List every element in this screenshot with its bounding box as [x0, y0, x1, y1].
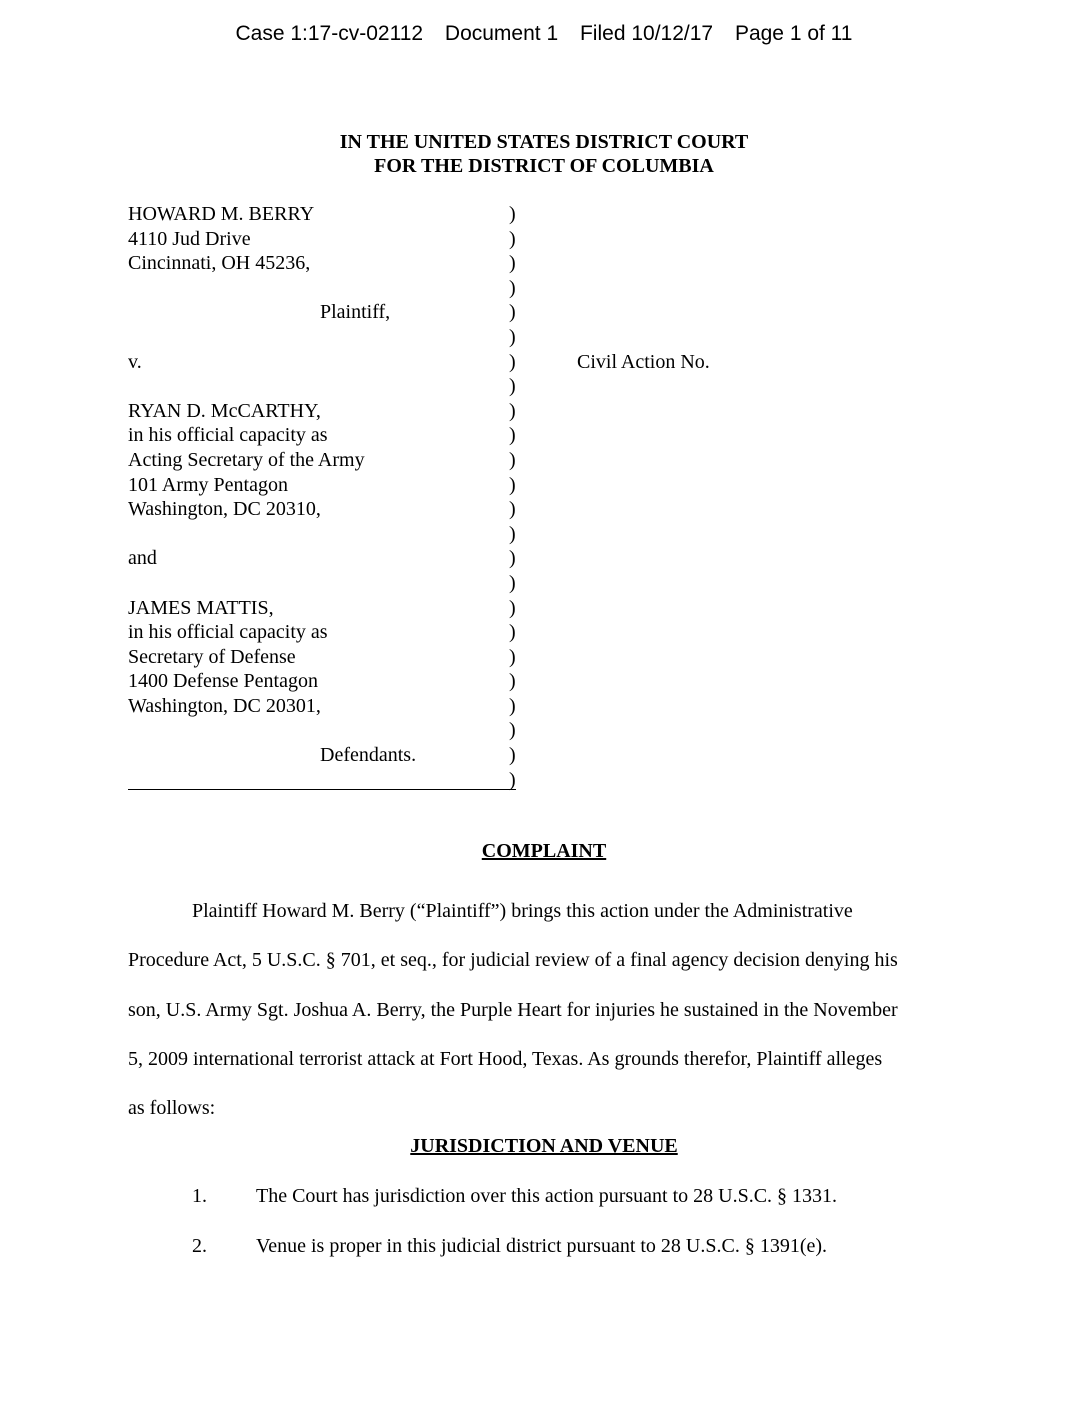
- caption-line: and: [128, 547, 157, 570]
- caption-paren: ): [509, 375, 516, 398]
- paragraph-number: 1.: [192, 1185, 207, 1207]
- caption-line: RYAN D. McCARTHY,: [128, 399, 321, 422]
- caption-paren: ): [509, 498, 516, 521]
- caption-paren: ): [509, 596, 516, 619]
- caption-paren: ): [509, 768, 516, 791]
- caption-paren: ): [509, 252, 516, 275]
- caption-parentheses: [509, 202, 521, 792]
- plaintiff-label: Plaintiff,: [320, 301, 391, 324]
- caption-paren: ): [509, 547, 516, 570]
- court-title: [0, 130, 1088, 178]
- caption-paren: ): [509, 424, 516, 447]
- caption-paren: ): [509, 719, 516, 742]
- paragraph-line: Procedure Act, 5 U.S.C. § 701, et seq., for judicial review of a final agency decision denying his: [128, 949, 898, 972]
- caption-paren: ): [509, 276, 516, 299]
- caption-paren: ): [509, 399, 516, 422]
- caption-line: [128, 522, 508, 547]
- caption-paren: ): [509, 227, 516, 250]
- caption-paren: ): [509, 473, 516, 496]
- complaint-intro-paragraph: [128, 887, 958, 1133]
- paragraph-text: The Court has jurisdiction over this action pursuant to 28 U.S.C. § 1331.: [256, 1185, 838, 1207]
- paragraph-line: 5, 2009 international terrorist attack at Fort Hood, Texas. As grounds therefor, Plaintiff alleges: [128, 1047, 883, 1070]
- caption-paren: ): [509, 571, 516, 594]
- caption-line: [128, 374, 508, 399]
- paragraph-line: Plaintiff Howard M. Berry (“Plaintiff”) brings this action under the Administrative: [192, 900, 853, 922]
- caption-line: [128, 718, 508, 743]
- court-title-line-1: IN THE UNITED STATES DISTRICT COURT: [339, 131, 749, 153]
- caption-line: [128, 571, 508, 596]
- defendants-label: Defendants.: [320, 744, 417, 767]
- caption-line: [128, 325, 508, 350]
- case-caption-parties: [128, 202, 508, 792]
- caption-line: 101 Army Pentagon: [128, 473, 288, 496]
- caption-paren: ): [509, 522, 516, 545]
- versus-label: v.: [128, 350, 142, 373]
- caption-line: Cincinnati, OH 45236,: [128, 252, 311, 275]
- caption-line: JAMES MATTIS,: [128, 596, 274, 619]
- caption-paren: ): [509, 203, 516, 225]
- caption-line: 4110 Jud Drive: [128, 227, 251, 250]
- caption-line: in his official capacity as: [128, 621, 328, 644]
- filed-date: Filed 10/12/17: [579, 22, 714, 45]
- caption-line: Acting Secretary of the Army: [128, 448, 365, 471]
- document-number: Document 1: [444, 22, 559, 45]
- paragraph-line: as follows:: [128, 1097, 216, 1120]
- paragraph-number: 2.: [192, 1235, 207, 1257]
- caption-paren: ): [509, 350, 516, 373]
- caption-paren: ): [509, 448, 516, 471]
- court-title-line-2: FOR THE DISTRICT OF COLUMBIA: [374, 155, 714, 177]
- civil-action-number: Civil Action No.: [577, 351, 710, 373]
- caption-paren: ): [509, 621, 516, 644]
- caption-line: Secretary of Defense: [128, 645, 296, 668]
- caption-line: [128, 276, 508, 301]
- caption-line: HOWARD M. BERRY: [128, 203, 315, 225]
- pacer-header: [0, 22, 1088, 46]
- page-indicator: Page 1 of 11: [734, 22, 853, 45]
- caption-line: 1400 Defense Pentagon: [128, 670, 318, 693]
- caption-line: Washington, DC 20301,: [128, 694, 321, 717]
- jurisdiction-heading: JURISDICTION AND VENUE: [410, 1135, 678, 1157]
- caption-paren: ): [509, 670, 516, 693]
- case-number: Case 1:17-cv-02112: [235, 22, 424, 45]
- caption-line: in his official capacity as: [128, 424, 328, 447]
- complaint-heading: COMPLAINT: [481, 840, 607, 862]
- caption-paren: ): [509, 645, 516, 668]
- paragraph-line: son, U.S. Army Sgt. Joshua A. Berry, the Purple Heart for injuries he sustained in the November: [128, 998, 898, 1021]
- caption-paren: ): [509, 325, 516, 348]
- caption-divider: [128, 789, 516, 790]
- caption-paren: ): [509, 301, 516, 324]
- paragraph-text: Venue is proper in this judicial district pursuant to 28 U.S.C. § 1391(e).: [256, 1235, 828, 1257]
- caption-paren: ): [509, 694, 516, 717]
- caption-line: Washington, DC 20310,: [128, 498, 321, 521]
- caption-paren: ): [509, 744, 516, 767]
